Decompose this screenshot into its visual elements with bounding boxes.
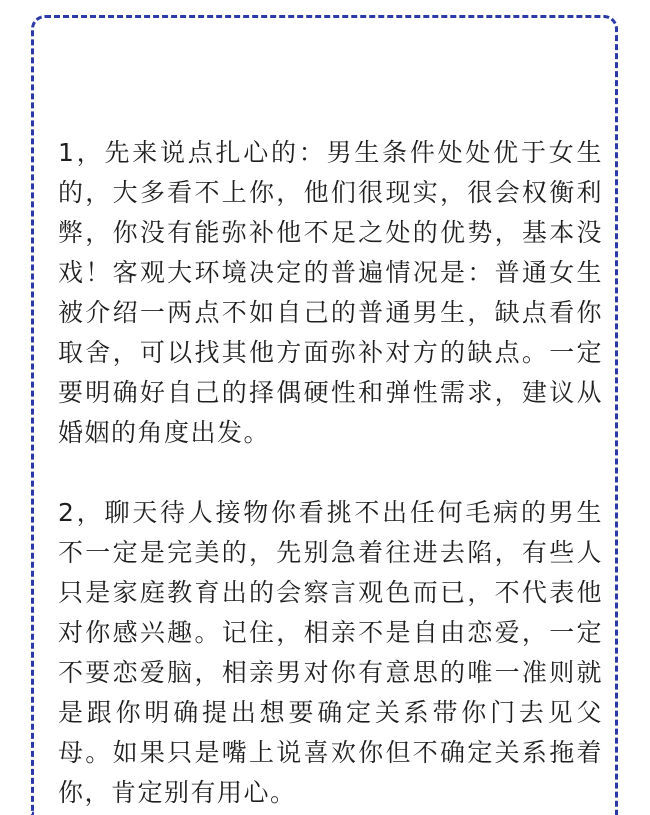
- article-body: [58, 133, 603, 813]
- paragraph-1: 1，先来说点扎心的：男生条件处处优于女生的，大多看不上你，他们很现实，很会权衡利弊，你没有能弥补他不足之处的优势，基本没戏！客观大环境决定的普遍情况是：普通女生被介绍一两点不如自己的普通男生，缺点看你取舍，可以找其他方面弥补对方的缺点。一定要明确好自己的择偶硬性和弹性需求，建议从婚姻的角度出发。: [58, 138, 603, 447]
- paragraph-2: 2，聊天待人接物你看挑不出任何毛病的男生不一定是完美的，先别急着往进去陷，有些人只是家庭教育出的会察言观色而已，不代表他对你感兴趣。记住，相亲不是自由恋爱，一定不要恋爱脑，相亲男对你有意思的唯一准则就是跟你明确提出想要确定关系带你门去见父母。如果只是嘴上说喜欢你但不确定关系拖着你，肯定别有用心。: [58, 498, 603, 807]
